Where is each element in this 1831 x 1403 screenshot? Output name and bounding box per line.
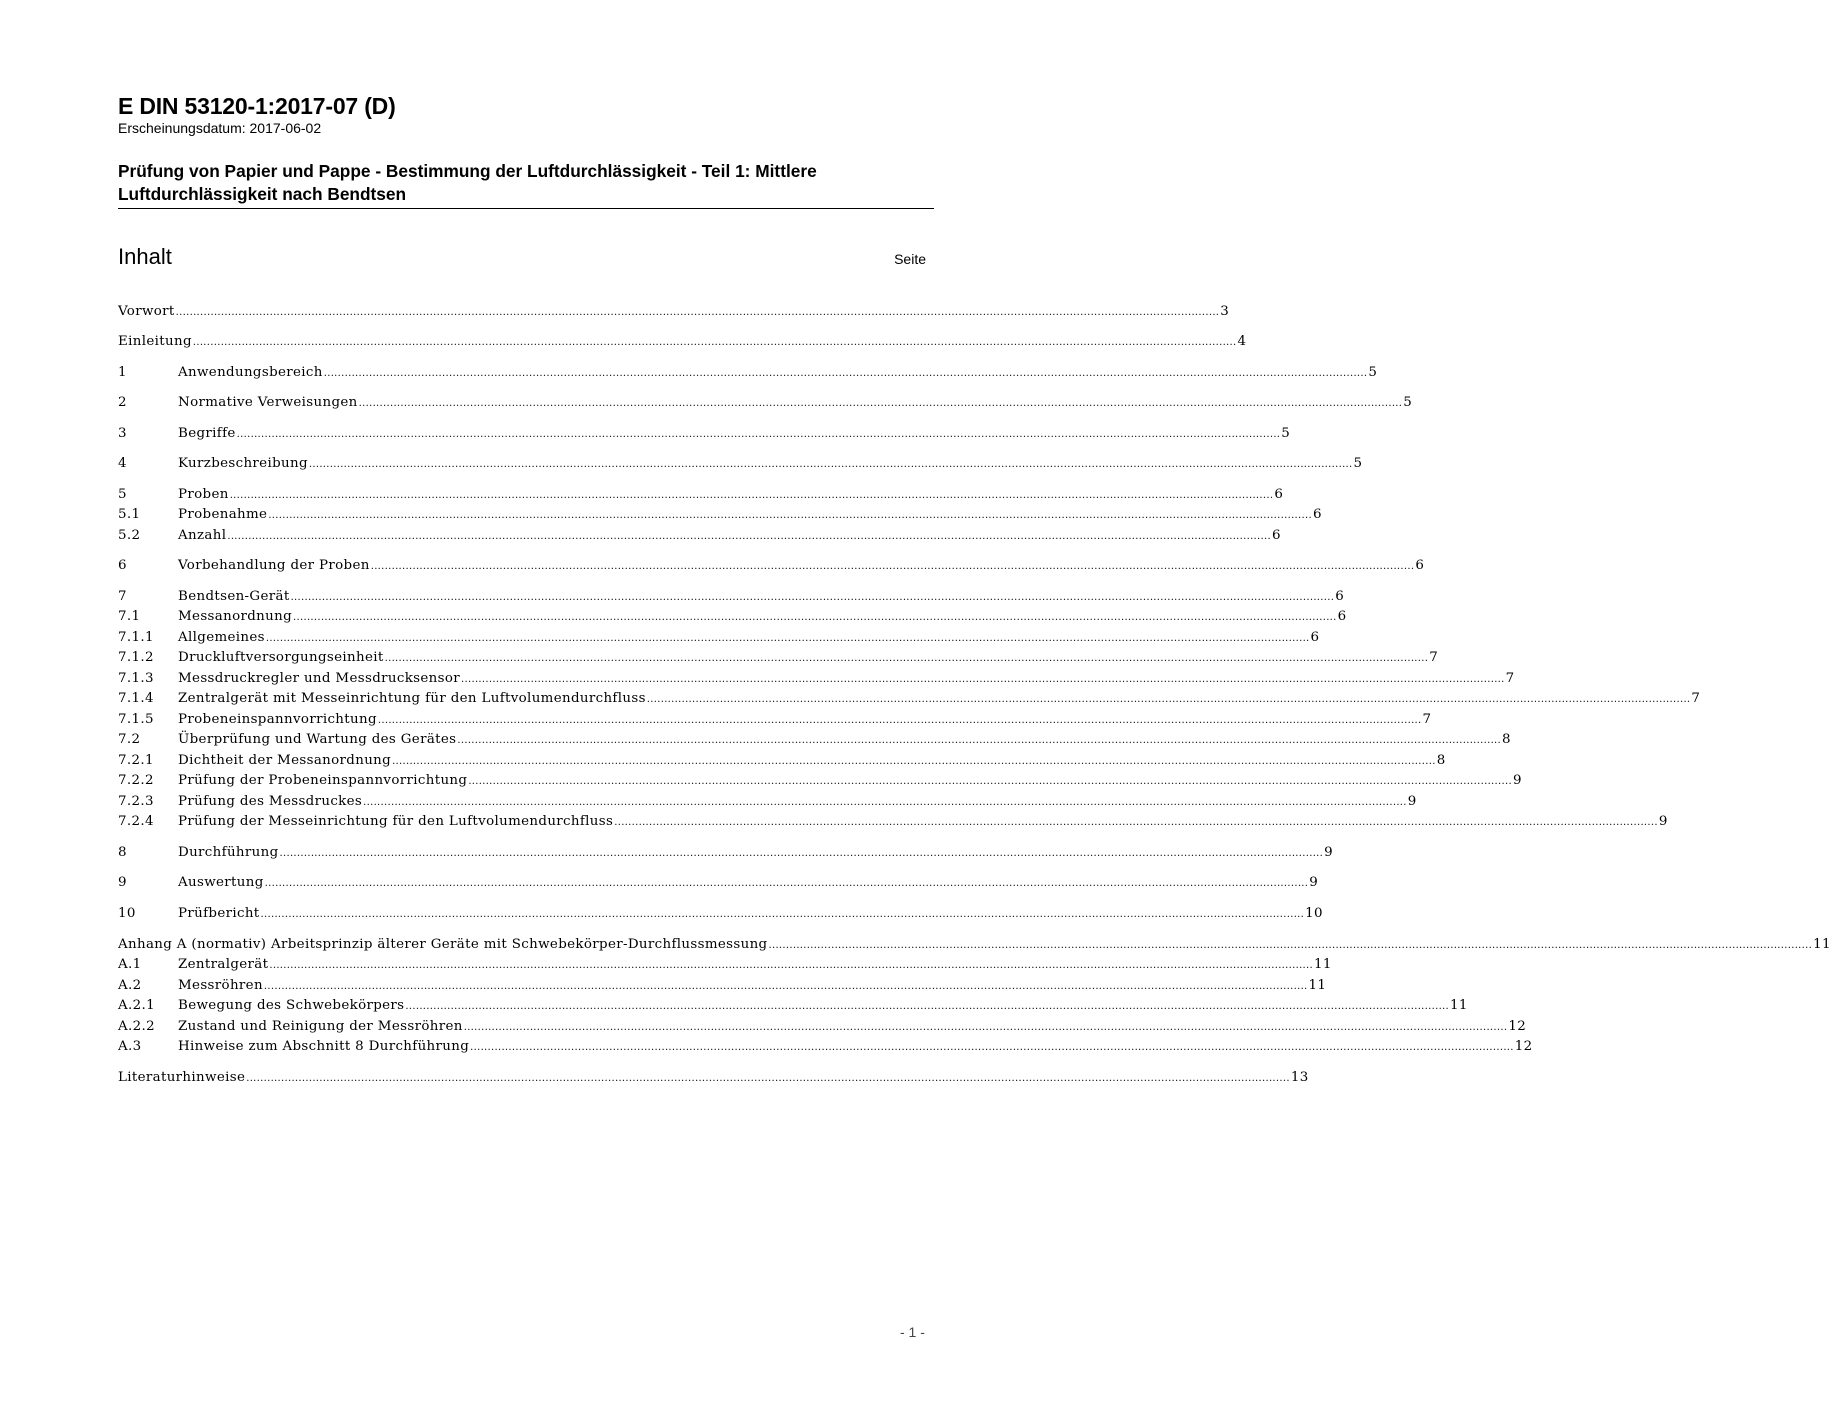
- toc-entry-title: Bendtsen-Gerät: [178, 589, 290, 604]
- toc-entry-number: A.2.2: [118, 1019, 155, 1034]
- toc-entry[interactable]: [118, 730, 1511, 750]
- toc-entry-page: 9: [1309, 875, 1319, 890]
- toc-entry[interactable]: [118, 628, 1320, 648]
- toc-entry[interactable]: [118, 771, 1522, 791]
- toc-entry[interactable]: [118, 587, 1345, 607]
- toc-entry-title: Druckluftversorgungseinheit: [178, 650, 384, 665]
- toc-entry[interactable]: [118, 843, 1334, 863]
- toc-entry-page: 5: [1403, 395, 1413, 410]
- toc-entry[interactable]: [118, 710, 1432, 730]
- toc-dot-leader: ............................................................................................................................................................................................................................................................................................................: [405, 1001, 1450, 1012]
- toc-entry[interactable]: [118, 935, 1831, 955]
- toc-entry[interactable]: [118, 976, 1327, 996]
- toc-entry-title: Anwendungsbereich: [178, 365, 323, 380]
- toc-entry-title: Zentralgerät: [178, 957, 269, 972]
- toc-entry-page: 6: [1312, 507, 1322, 522]
- toc-entry-page: 6: [1335, 589, 1345, 604]
- toc-entry-title: Kurzbeschreibung: [178, 456, 308, 471]
- toc-dot-leader: ............................................................................................................................................................................................................................................................................................................: [268, 510, 1312, 521]
- toc-entry-number: 7.2.3: [118, 794, 154, 809]
- toc-dot-leader: ............................................................................................................................................................................................................................................................................................................: [363, 797, 1407, 808]
- toc-entry-number: 7.1.2: [118, 650, 154, 665]
- toc-entry-number: A.2: [118, 978, 142, 993]
- toc-entry-number: 7.1.5: [118, 712, 154, 727]
- toc-entry[interactable]: [118, 526, 1281, 546]
- toc-entry-title: Anhang A (normativ) Arbeitsprinzip älterer Geräte mit Schwebekörper-Durchflussmessung: [118, 937, 768, 952]
- toc-entry-page: 9: [1324, 845, 1334, 860]
- toc-entry-number: 2: [118, 395, 127, 410]
- toc-dot-leader: ............................................................................................................................................................................................................................................................................................................: [192, 337, 1237, 348]
- toc-dot-leader: ............................................................................................................................................................................................................................................................................................................: [392, 756, 1436, 767]
- toc-entry-title: Prüfbericht: [178, 906, 260, 921]
- toc-entry-number: 7.1.1: [118, 630, 154, 645]
- toc-entry-number: 5: [118, 487, 127, 502]
- document-title: Prüfung von Papier und Pappe - Bestimmung der Luftdurchlässigkeit - Teil 1: Mittlere Luftdurchlässigkeit nach Bendtsen: [118, 160, 934, 209]
- toc-entry-page: 9: [1658, 814, 1668, 829]
- toc-entry-page: 6: [1337, 609, 1347, 624]
- toc-entry-title: Proben: [178, 487, 229, 502]
- toc-entry-number: 1: [118, 365, 127, 380]
- toc-entry-page: 7: [1429, 650, 1439, 665]
- toc-entry-page: 9: [1407, 794, 1417, 809]
- toc-entry-page: 3: [1220, 304, 1230, 319]
- toc-entry[interactable]: [118, 556, 1425, 576]
- toc-entry-page: 12: [1514, 1039, 1533, 1054]
- toc-entry-page: 6: [1274, 487, 1284, 502]
- toc-entry-title: Anzahl: [178, 528, 227, 543]
- toc-entry-page: 12: [1508, 1019, 1527, 1034]
- toc-entry-number: 7.2.1: [118, 753, 154, 768]
- toc-entry-number: 9: [118, 875, 127, 890]
- toc-entry-page: 6: [1415, 558, 1425, 573]
- toc-heading-row: [118, 244, 926, 270]
- toc-entry-page: 6: [1271, 528, 1281, 543]
- toc-entry[interactable]: [118, 812, 1668, 832]
- toc-entry-number: 7.2: [118, 732, 141, 747]
- toc-entry[interactable]: [118, 669, 1515, 689]
- toc-entry-number: 3: [118, 426, 127, 441]
- toc-dot-leader: ............................................................................................................................................................................................................................................................................................................: [279, 848, 1324, 859]
- toc-dot-leader: ............................................................................................................................................................................................................................................................................................................: [260, 909, 1305, 920]
- toc-entry[interactable]: [118, 302, 1230, 322]
- toc-entry-page: 11: [1450, 998, 1468, 1013]
- toc-entry-title: Zustand und Reinigung der Messröhren: [178, 1019, 463, 1034]
- toc-entry[interactable]: [118, 955, 1332, 975]
- toc-entry[interactable]: [118, 505, 1322, 525]
- toc-dot-leader: ............................................................................................................................................................................................................................................................................................................: [264, 878, 1309, 889]
- toc-entry-number: 5.1: [118, 507, 141, 522]
- toc-dot-leader: ............................................................................................................................................................................................................................................................................................................: [263, 981, 1308, 992]
- toc-entry-title: Begriffe: [178, 426, 236, 441]
- toc-entry-number: 7.1.4: [118, 691, 154, 706]
- toc-entry-number: 4: [118, 456, 127, 471]
- toc-entry-page: 5: [1281, 426, 1291, 441]
- toc-entry-title: Messröhren: [178, 978, 263, 993]
- toc-entry[interactable]: [118, 1037, 1533, 1057]
- toc-entry-number: 8: [118, 845, 127, 860]
- toc-entry-page: 10: [1305, 906, 1323, 921]
- toc-dot-leader: ............................................................................................................................................................................................................................................................................................................: [236, 429, 1281, 440]
- toc-dot-leader: ............................................................................................................................................................................................................................................................................................................: [768, 940, 1813, 951]
- toc-entry[interactable]: [118, 648, 1439, 668]
- toc-dot-leader: ............................................................................................................................................................................................................................................................................................................: [461, 674, 1505, 685]
- toc-entry-page: 6: [1310, 630, 1320, 645]
- toc-entry-title: Allgemeines: [178, 630, 265, 645]
- toc-dot-leader: ............................................................................................................................................................................................................................................................................................................: [358, 398, 1403, 409]
- toc-entry-number: A.1: [118, 957, 142, 972]
- toc-entry[interactable]: [118, 689, 1701, 709]
- toc-entry[interactable]: [118, 1017, 1527, 1037]
- toc-entry-number: 6: [118, 558, 127, 573]
- toc-entry-title: Probenahme: [178, 507, 268, 522]
- toc-dot-leader: ............................................................................................................................................................................................................................................................................................................: [384, 653, 1429, 664]
- toc-dot-leader: ............................................................................................................................................................................................................................................................................................................: [468, 776, 1512, 787]
- toc-entry-page: 13: [1290, 1070, 1309, 1085]
- toc-entry[interactable]: [118, 454, 1363, 474]
- toc-dot-leader: ............................................................................................................................................................................................................................................................................................................: [463, 1022, 1508, 1033]
- toc-dot-leader: ............................................................................................................................................................................................................................................................................................................: [269, 960, 1313, 971]
- toc-entry[interactable]: [118, 1068, 1309, 1088]
- toc-entry-title: Bewegung des Schwebekörpers: [178, 998, 405, 1013]
- toc-dot-leader: ............................................................................................................................................................................................................................................................................................................: [377, 715, 1422, 726]
- toc-entry-page: 8: [1436, 753, 1446, 768]
- toc-entry-page: 8: [1502, 732, 1511, 747]
- toc-dot-leader: ............................................................................................................................................................................................................................................................................................................: [646, 694, 1691, 705]
- toc-dot-leader: ............................................................................................................................................................................................................................................................................................................: [457, 735, 1502, 746]
- toc-entry-number: 5.2: [118, 528, 141, 543]
- toc-heading: Inhalt: [118, 244, 172, 269]
- toc-entry[interactable]: [118, 873, 1319, 893]
- toc-entry-title: Normative Verweisungen: [178, 395, 358, 410]
- toc-entry-title: Zentralgerät mit Messeinrichtung für den Luftvolumendurchfluss: [178, 691, 646, 706]
- toc-entry-page: 11: [1308, 978, 1327, 993]
- page-column-label: Seite: [894, 251, 926, 267]
- document-header: [118, 92, 934, 204]
- toc-entry-page: 5: [1368, 365, 1378, 380]
- toc-entry-title: Prüfung der Probeneinspannvorrichtung: [178, 773, 468, 788]
- toc-dot-leader: ............................................................................................................................................................................................................................................................................................................: [470, 1042, 1514, 1053]
- toc-entry-page: 7: [1691, 691, 1701, 706]
- toc-entry-page: 9: [1512, 773, 1522, 788]
- toc-dot-leader: ............................................................................................................................................................................................................................................................................................................: [229, 490, 1274, 501]
- toc-dot-leader: ............................................................................................................................................................................................................................................................................................................: [323, 368, 1368, 379]
- toc-entry-title: Literaturhinweise: [118, 1070, 246, 1085]
- toc-dot-leader: ............................................................................................................................................................................................................................................................................................................: [227, 531, 1271, 542]
- toc-entry[interactable]: [118, 424, 1291, 444]
- toc-dot-leader: ............................................................................................................................................................................................................................................................................................................: [290, 592, 1335, 603]
- toc-entry-page: 7: [1505, 671, 1515, 686]
- toc-dot-leader: ............................................................................................................................................................................................................................................................................................................: [246, 1073, 1290, 1084]
- toc-entry-page: 7: [1422, 712, 1432, 727]
- toc-entry-number: A.3: [118, 1039, 142, 1054]
- toc-dot-leader: ............................................................................................................................................................................................................................................................................................................: [265, 633, 1310, 644]
- document-id: E DIN 53120-1:2017-07 (D): [118, 93, 396, 119]
- toc-entry-title: Überprüfung und Wartung des Gerätes: [178, 732, 457, 747]
- toc-entry[interactable]: [118, 904, 1323, 924]
- toc-entry-title: Messanordnung: [178, 609, 293, 624]
- toc-entry-number: 10: [118, 906, 136, 921]
- toc-entry-title: Prüfung der Messeinrichtung für den Luftvolumendurchfluss: [178, 814, 614, 829]
- toc-entry-title: Probeneinspannvorrichtung: [178, 712, 377, 727]
- toc-entry-title: Prüfung des Messdruckes: [178, 794, 363, 809]
- toc-entry-number: A.2.1: [118, 998, 155, 1013]
- toc-entry-title: Hinweise zum Abschnitt 8 Durchführung: [178, 1039, 470, 1054]
- publication-date: Erscheinungsdatum: 2017-06-02: [118, 120, 322, 136]
- toc-entry[interactable]: [118, 792, 1417, 812]
- toc-entry-page: 4: [1237, 334, 1247, 349]
- toc-entry[interactable]: [118, 607, 1347, 627]
- toc-dot-leader: ............................................................................................................................................................................................................................................................................................................: [175, 307, 1220, 318]
- toc-entry-number: 7.1.3: [118, 671, 154, 686]
- toc-entry[interactable]: [118, 393, 1413, 413]
- toc-entry-number: 7.2.2: [118, 773, 154, 788]
- toc-entry[interactable]: [118, 751, 1446, 771]
- toc-dot-leader: ............................................................................................................................................................................................................................................................................................................: [614, 817, 1658, 828]
- toc-entry-number: 7: [118, 589, 127, 604]
- toc-entry[interactable]: [118, 996, 1468, 1016]
- toc-dot-leader: ............................................................................................................................................................................................................................................................................................................: [308, 459, 1353, 470]
- toc-entry-page: 5: [1353, 456, 1363, 471]
- toc-entry-page: 11: [1314, 957, 1332, 972]
- toc-dot-leader: ............................................................................................................................................................................................................................................................................................................: [293, 612, 1337, 623]
- page-number: - 1 -: [900, 1324, 925, 1340]
- toc-entry-title: Dichtheit der Messanordnung: [178, 753, 392, 768]
- toc-entry-number: 7.1: [118, 609, 141, 624]
- toc-entry-page: 11: [1813, 937, 1831, 952]
- toc-entry-title: Auswertung: [178, 875, 264, 890]
- toc-entry-number: 7.2.4: [118, 814, 154, 829]
- toc-entry[interactable]: [118, 332, 1247, 352]
- toc-entry-title: Vorwort: [118, 304, 175, 319]
- toc-entry-title: Messdruckregler und Messdrucksensor: [178, 671, 461, 686]
- toc-dot-leader: ............................................................................................................................................................................................................................................................................................................: [370, 561, 1415, 572]
- toc-entry[interactable]: [118, 485, 1284, 505]
- toc-entry[interactable]: [118, 363, 1378, 383]
- toc-entry-title: Einleitung: [118, 334, 192, 349]
- toc-entry-title: Vorbehandlung der Proben: [178, 558, 370, 573]
- toc-entry-title: Durchführung: [178, 845, 279, 860]
